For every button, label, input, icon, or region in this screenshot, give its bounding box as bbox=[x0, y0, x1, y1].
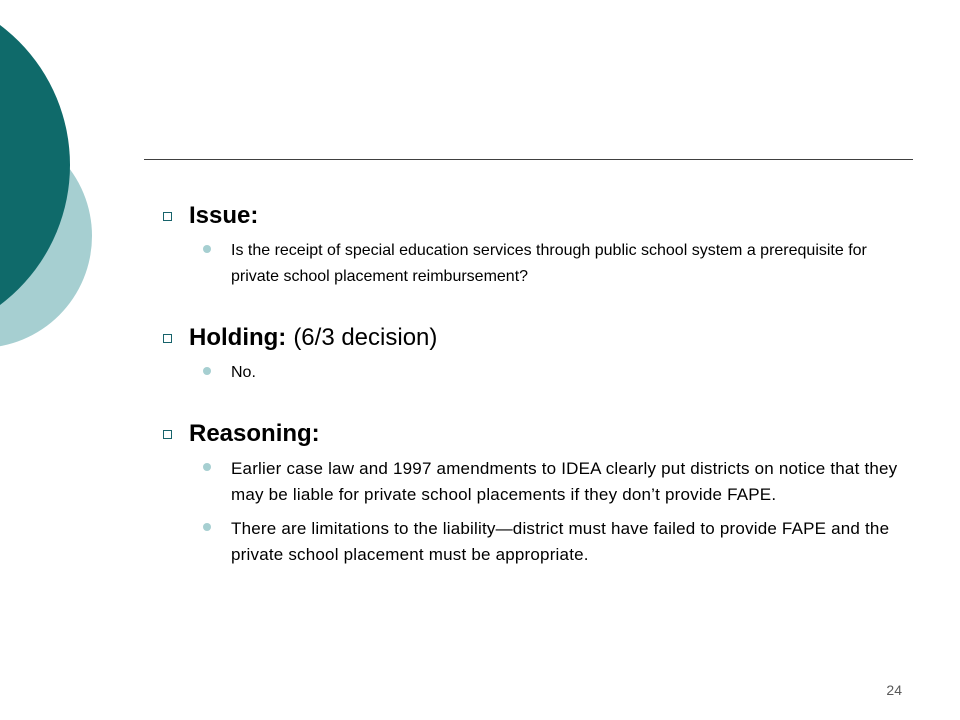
bullet-list bbox=[158, 360, 918, 386]
section-holding bbox=[158, 320, 918, 386]
round-dot-bullet-icon bbox=[203, 523, 211, 531]
bullet-text: There are limitations to the liability—district must have failed to provide FAPE and the private school placement must be appropriate. bbox=[231, 519, 890, 564]
hollow-square-bullet-icon bbox=[163, 430, 172, 439]
section-heading-line bbox=[158, 320, 918, 356]
section-heading-note: (6/3 decision) bbox=[293, 324, 438, 351]
bullet-text: No. bbox=[231, 364, 256, 381]
round-dot-bullet-icon bbox=[203, 367, 211, 375]
bullet-list bbox=[158, 456, 918, 568]
bullet-list bbox=[158, 238, 918, 290]
section-reasoning bbox=[158, 416, 918, 568]
list-item bbox=[158, 456, 918, 508]
list-item bbox=[158, 516, 918, 568]
section-heading: Holding: bbox=[189, 324, 287, 351]
round-dot-bullet-icon bbox=[203, 463, 211, 471]
list-item bbox=[158, 238, 918, 290]
decorative-circles bbox=[0, 0, 110, 400]
hollow-square-bullet-icon bbox=[163, 212, 172, 221]
slide-content bbox=[158, 198, 918, 568]
list-item bbox=[158, 360, 918, 386]
section-issue bbox=[158, 198, 918, 290]
section-heading-line bbox=[158, 416, 918, 452]
section-heading: Issue: bbox=[189, 202, 259, 229]
section-heading: Reasoning: bbox=[189, 420, 320, 447]
round-dot-bullet-icon bbox=[203, 245, 211, 253]
title-divider bbox=[144, 159, 913, 160]
bullet-text: Is the receipt of special education services through public school system a prerequisite for private school placement reimbursement? bbox=[231, 242, 867, 285]
hollow-square-bullet-icon bbox=[163, 334, 172, 343]
section-heading-line bbox=[158, 198, 918, 234]
page-number: 24 bbox=[886, 682, 902, 698]
bullet-text: Earlier case law and 1997 amendments to IDEA clearly put districts on notice that they may be liable for private school placements if they don’t provide FAPE. bbox=[231, 459, 898, 504]
